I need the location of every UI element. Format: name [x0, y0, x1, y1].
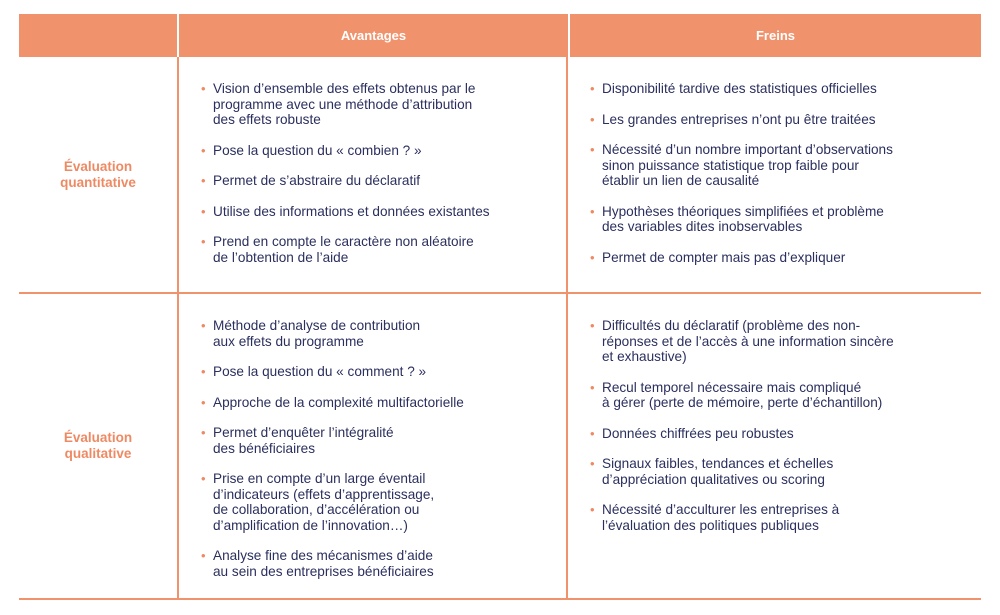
list-item-text: Pose la question du « comment ? »: [213, 364, 427, 379]
bullet-icon: •: [201, 548, 206, 563]
list-item: [590, 318, 963, 365]
table-header: [19, 14, 981, 57]
list-item-text: Hypothèses théoriques simplifiées et problème des variables dites inobservables: [602, 203, 884, 234]
cell-avantages-qualitative: [179, 294, 568, 598]
cell-avantages-quantitative: [179, 57, 568, 292]
list-item: [590, 142, 963, 189]
list-item: [590, 502, 963, 533]
bullet-icon: •: [201, 364, 206, 379]
bullet-icon: •: [590, 425, 595, 441]
bullet-icon: •: [590, 456, 595, 471]
freins-list: [590, 81, 963, 265]
list-item-text: Prise en compte d’un large éventail d’indicateurs (effets d’apprentissage, de collaboration, d’accélération ou d’amplification de l’innovation…): [213, 471, 435, 533]
list-item-text: Disponibilité tardive des statistiques officielles: [602, 81, 877, 96]
bullet-icon: •: [590, 379, 595, 395]
list-item: [590, 456, 963, 487]
bullet-icon: •: [590, 249, 595, 265]
list-item: [201, 173, 548, 189]
list-item-text: Permet de s’abstraire du déclaratif: [213, 173, 421, 188]
list-item-text: Analyse fine des mécanismes d’aide au sein des entreprises bénéficiaires: [213, 548, 434, 579]
bullet-icon: •: [590, 502, 595, 517]
list-item-text: Approche de la complexité multifactorielle: [213, 394, 464, 410]
list-item: [201, 425, 548, 456]
list-item-text: Prend en compte le caractère non aléatoire de l’obtention de l’aide: [213, 234, 474, 265]
bullet-icon: •: [590, 111, 595, 127]
bullet-icon: •: [201, 234, 206, 249]
bullet-icon: •: [201, 318, 206, 333]
list-item: [201, 395, 548, 411]
bullet-icon: •: [590, 81, 595, 96]
row-label-text: Évaluation qualitative: [63, 430, 133, 461]
list-item-text: Données chiffrées peu robustes: [602, 425, 794, 441]
list-item-text: Signaux faibles, tendances et échelles d’appréciation qualitatives ou scoring: [602, 456, 834, 487]
list-item: [201, 471, 548, 533]
avantages-list: [201, 81, 548, 265]
bullet-icon: •: [201, 394, 206, 410]
comparison-table: [19, 14, 981, 600]
list-item: [201, 234, 548, 265]
list-item-text: Recul temporel nécessaire mais compliqué à gérer (perte de mémoire, perte d’échantillon): [602, 379, 883, 410]
bullet-icon: •: [201, 425, 206, 440]
list-item: [201, 81, 548, 128]
list-item-text: Utilise des informations et données existantes: [213, 203, 490, 219]
list-item-text: Vision d’ensemble des effets obtenus par le programme avec une méthode d’attribution des effets robuste: [213, 81, 476, 127]
bullet-icon: •: [201, 81, 206, 96]
list-item-text: Permet d’enquêter l’intégralité des bénéficiaires: [213, 425, 394, 456]
list-item-text: Nécessité d’acculturer les entreprises à l’évaluation des politiques publiques: [602, 502, 840, 533]
header-corner-cell: [19, 14, 179, 57]
list-item: [590, 250, 963, 266]
list-item: [590, 112, 963, 128]
list-item-text: Nécessité d’un nombre important d’observations sinon puissance statistique trop faible pour établir un lien de causalité: [602, 142, 893, 188]
list-item-text: Méthode d’analyse de contribution aux effets du programme: [213, 318, 421, 349]
list-item: [201, 318, 548, 349]
list-item-text: Les grandes entreprises n’ont pu être traitées: [602, 111, 876, 127]
freins-list: [590, 318, 963, 533]
row-label-qualitative: [19, 294, 179, 598]
list-item: [590, 380, 963, 411]
list-item: [590, 204, 963, 235]
list-item-text: Difficultés du déclaratif (problème des non- réponses et de l’accès à une information sincère et exhaustive): [602, 318, 894, 364]
row-label-text: Évaluation quantitative: [60, 158, 136, 190]
bullet-icon: •: [590, 203, 595, 219]
list-item: [201, 204, 548, 220]
table-row-qualitative: [19, 294, 981, 600]
bullet-icon: •: [590, 318, 595, 333]
bullet-icon: •: [201, 203, 206, 219]
header-avantages: Avantages: [179, 14, 570, 57]
list-item: [201, 548, 548, 579]
list-item: [590, 81, 963, 97]
table-row-quantitative: [19, 57, 981, 294]
list-item: [590, 426, 963, 442]
bullet-icon: •: [201, 471, 206, 486]
bullet-icon: •: [201, 173, 206, 188]
bullet-icon: •: [201, 142, 206, 158]
list-item: [201, 364, 548, 380]
list-item-text: Permet de compter mais pas d’expliquer: [602, 249, 846, 265]
cell-freins-qualitative: [568, 294, 981, 598]
bullet-icon: •: [590, 142, 595, 157]
header-freins: Freins: [755, 28, 795, 43]
list-item-text: Pose la question du « combien ? »: [213, 142, 422, 158]
avantages-list: [201, 318, 548, 579]
cell-freins-quantitative: [568, 57, 981, 292]
row-label-quantitative: [19, 57, 179, 292]
list-item: [201, 143, 548, 159]
